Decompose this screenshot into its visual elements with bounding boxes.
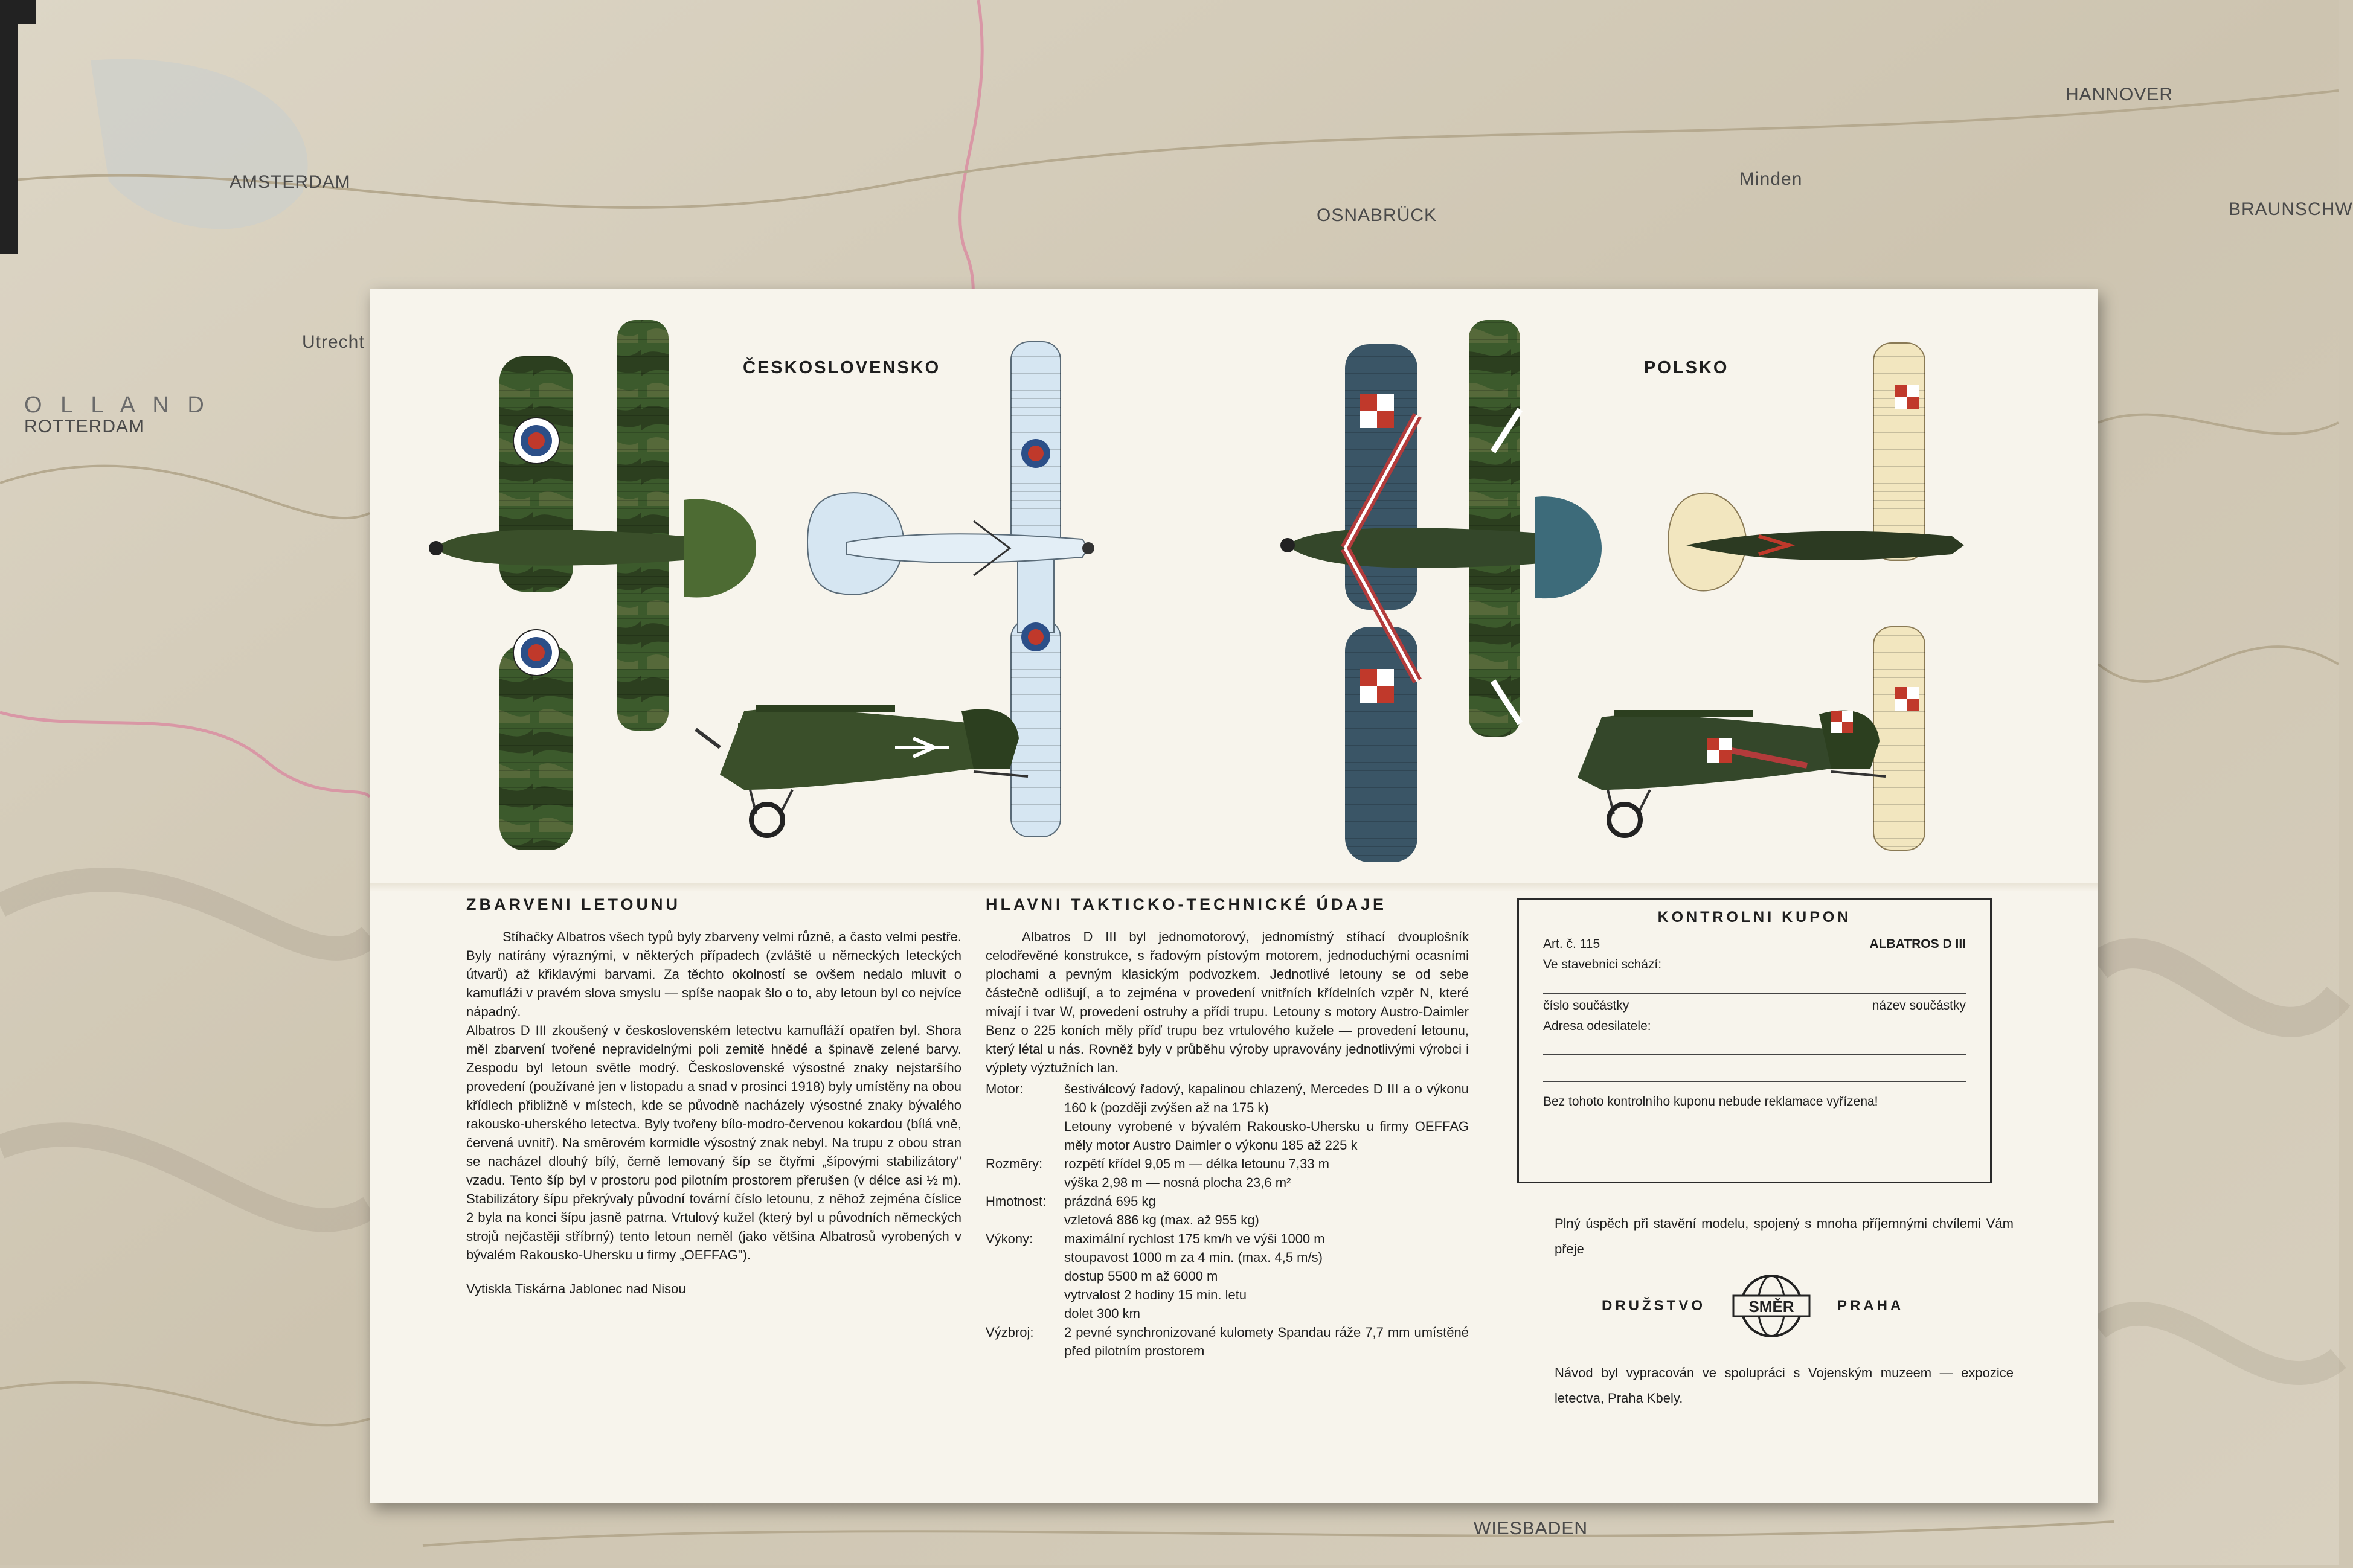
map-label-amsterdam: AMSTERDAM [230, 172, 351, 192]
credits-text: Návod byl vypracován ve spolupráci s Vojenským muzeem — expozice letectva, Praha Kbely. [1555, 1365, 2014, 1406]
spec-label: Výkony: [986, 1231, 1033, 1246]
map-label-braunschweig: BRAUNSCHW [2229, 199, 2353, 219]
sheet-fold [370, 883, 2098, 892]
spec-value: maximální rychlost 175 km/h ve výši 1000 m stoupavost 1000 m za 4 min. (max. 4,5 m/s) dostup 5500 m až 6000 m vytrvalost 2 hodiny 15 min. letu dolet 300 km [1064, 1231, 1325, 1321]
logo-center-word: SMĚR [1748, 1298, 1794, 1316]
specs-section [986, 895, 1473, 1360]
pl-side-view [1578, 710, 1886, 836]
specs-heading: HLAVNI TAKTICKO-TECHNICKÉ ÚDAJE [986, 895, 1387, 914]
spec-value: prázdná 695 kg vzletová 886 kg (max. až 955 kg) [1064, 1194, 1259, 1227]
spec-row-motor [986, 1080, 1469, 1154]
roundel-cz-2 [513, 630, 559, 676]
aircraft-artwork [370, 289, 2098, 883]
spec-label: Hmotnost: [986, 1194, 1047, 1209]
cz-side-view [696, 705, 1028, 836]
spec-row-weight [986, 1192, 1469, 1229]
instruction-sheet [370, 289, 2098, 1503]
aircraft-illustrations [370, 289, 2098, 883]
checker-pl-under-1 [1895, 385, 1919, 409]
spec-row-armament [986, 1323, 1473, 1360]
spec-value: rozpětí křídel 9,05 m — délka letounu 7,33 m výška 2,98 m — nosná plocha 23,6 m² [1064, 1156, 1330, 1190]
coupon-line [1543, 1034, 1966, 1055]
checker-pl-under-2 [1895, 687, 1919, 711]
country-label-cz: ČESKOSLOVENSKO [743, 358, 941, 377]
specs-intro: Albatros D III byl jednomotorový, jednomístný stíhací dvouplošník celodřevěné konstrukce, s řadovým pístovým motorem, jednoduchými ocasními plochami a pevným klasickým podvozkem. Jednotlivé letouny se od sebe částečně odlišují, a to zejména v provedení vnitřních křídelních vzpěr N, které mívají i tvar W, provedení ostruhy a přídi trupu. Letouny s motory Austro-Daimler Benz o 225 koních měly příď trupu bez vrtulového kužele — provedení letounu, který létal u nás. Rovněž byly v průběhu výroby upravovány jednotlivými výrobci i výplety výztužních lan. [986, 929, 1473, 1075]
logo-left-word: DRUŽSTVO [1602, 1298, 1706, 1314]
coupon-model: ALBATROS D III [1869, 937, 1966, 951]
control-coupon [1517, 898, 1992, 1183]
country-label-pl: POLSKO [1644, 358, 1729, 377]
coupon-line [1543, 1060, 1966, 1082]
coloring-text: Stíhačky Albatros všech typů byly zbarveny velmi různě, a často velmi pestře. Byly natírány výraznými, v některých případech (zvláště u německých leteckých útvarů) až křiklavými barvami. Za těchto okolností se ovšem nedalo mluvit o kamufláži v pravém slova smyslu — spíše naopak šlo o to, aby letoun byl co nejvíce nápadný. Albatros D III zkoušený v československém letectvu kamufláží opatřen byl. Shora měl zbarvení tvořené nepravidelnými poli zemitě hnědé a špinavě zelené barvy. Zespodu byl letoun světle modrý. Československé výsostné znaky nejstaršího provedení (používané jen v listopadu a snad v prosinci 1918) byly umístěny na obou křídlech přibližně v místech, kde se původně nacházely výsostné znaky bývalého rakousko-uherského letectva. Byly tvořeny bílo-modro-červenou kokardou (bílá vně, červená uvnitř). Na směrovém kormidle výsostný znak nebyl. Na trupu z obou stran se nacházel dlouhý bílý, černě lemovaný šíp se čtyřmi „šípovými stabilizátory" vzadu. Tento šíp byl v prostoru pod pilotním prostorem přerušen (v délce asi ½ m). Stabilizátory šípu překrývaly původní tovární číslo letounu, z něhož zejména číslice 2 byla na konci šípu jasně patrna. Vrtulový kužel (který byl u původních německých strojů nejčastěji stříbrný) tento letoun neměl (jako většina Albatrosů vyrobených v bývalém Rakousko-Uhersku u firmy „OEFFAG"). [466, 929, 961, 1262]
roundel-cz-1 [513, 418, 559, 464]
checker-pl-2 [1360, 669, 1394, 703]
spec-row-dimensions [986, 1154, 1469, 1192]
coupon-missing-label: Ve stavebnici schází: [1543, 958, 1662, 971]
map-label-hannover: HANNOVER [2066, 85, 2174, 104]
spec-row-performance [986, 1229, 1469, 1323]
coupon-part-name: název součástky [1872, 999, 1966, 1013]
map-label-wiesbaden: WIESBADEN [1474, 1518, 1588, 1538]
spec-value: šestiválcový řadový, kapalinou chlazený, Mercedes D III a o výkonu 160 k (později zvýšen až na 175 k) Letouny vyrobené v bývalém Rakousko-Uhersku u firmy OEFFAG měly motor Austro Daimler o výkonu 185 až 225 k [1064, 1081, 1469, 1153]
coupon-article: Art. č. 115 [1543, 937, 1600, 951]
map-label-osnabrueck: OSNABRÜCK [1317, 205, 1437, 225]
coupon-title: KONTROLNI KUPON [1657, 909, 1852, 926]
map-label-rotterdam: ROTTERDAM [24, 417, 144, 437]
checker-pl-tail [1831, 711, 1853, 733]
printer-credit: Vytiskla Tiskárna Jablonec nad Nisou [466, 1281, 686, 1296]
map-label-holland: O L L A N D [24, 392, 210, 418]
spec-label: Výzbroj: [986, 1325, 1034, 1340]
spec-label: Rozměry: [986, 1156, 1043, 1171]
smer-logo [1602, 1273, 1964, 1339]
spec-label: Motor: [986, 1081, 1024, 1096]
coupon-article-row [1543, 937, 1966, 952]
coupon-part-number: číslo součástky [1543, 999, 1629, 1013]
globe-icon [1720, 1273, 1823, 1339]
coupon-note: Bez tohoto kontrolního kuponu nebude reklamace vyřízena! [1543, 1095, 1878, 1109]
map-label-minden: Minden [1739, 169, 1803, 189]
map-label-utrecht: Utrecht [302, 332, 365, 352]
coupon-address-label: Adresa odesilatele: [1543, 1019, 1651, 1033]
coloring-section [466, 895, 961, 1297]
wishes-text: Plný úspěch při stavění modelu, spojený s mnoha příjemnými chvílemi Vám přeje [1555, 1216, 2014, 1256]
coloring-heading: ZBARVENI LETOUNU [466, 895, 681, 914]
checker-pl-1 [1360, 394, 1394, 428]
spec-value: 2 pevné synchronizované kulomety Spandau ráže 7,7 mm umístěné před pilotním prostorem [1064, 1325, 1473, 1358]
coupon-part-row [1543, 999, 1966, 1013]
logo-right-word: PRAHA [1837, 1298, 1904, 1314]
checker-pl-side [1707, 738, 1732, 763]
coupon-line [1543, 972, 1966, 994]
